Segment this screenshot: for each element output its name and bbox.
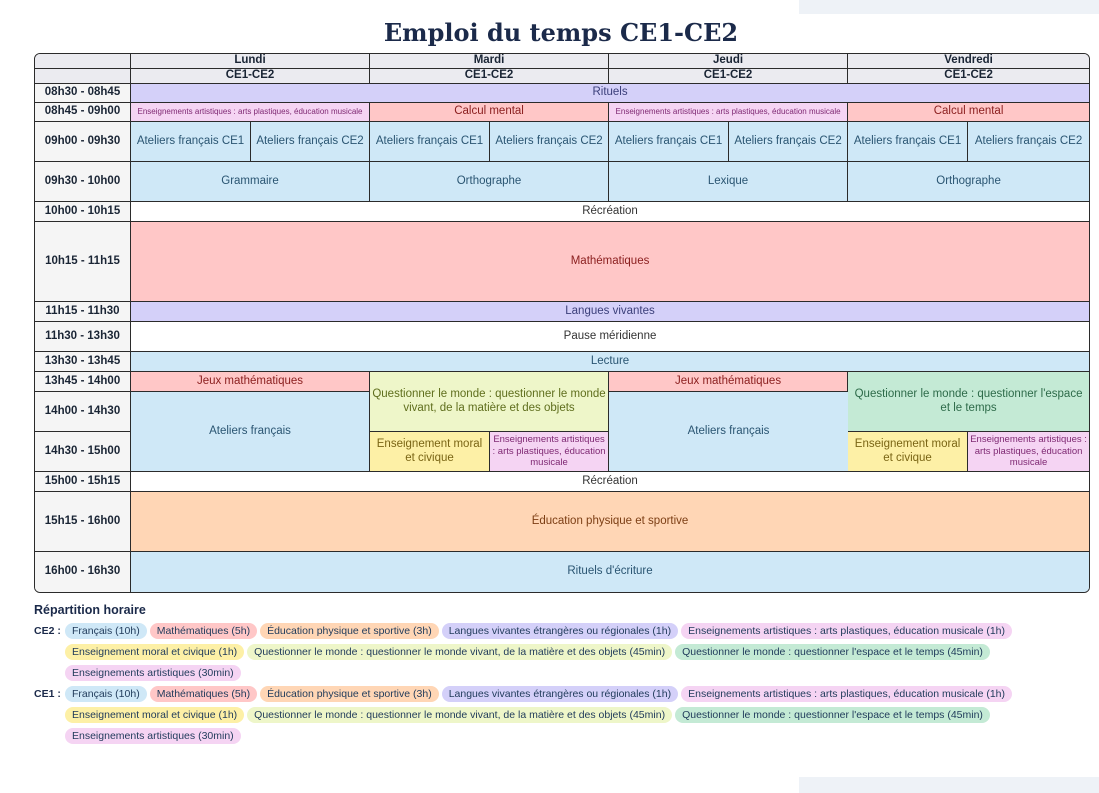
subject-pill: Enseignement moral et civique (1h) — [65, 707, 244, 723]
time-slot: 11h30 - 13h30 — [35, 322, 131, 352]
time-slot: 11h15 - 11h30 — [35, 302, 131, 322]
repartition-ce1-row1 — [34, 686, 1012, 702]
cell-grammaire: Grammaire — [131, 162, 370, 202]
cell-rituels-ecriture: Rituels d'écriture — [131, 552, 1089, 592]
top-right-band — [799, 0, 1099, 14]
time-slot: 09h00 - 09h30 — [35, 122, 131, 162]
repartition-ce2-row2 — [65, 644, 990, 660]
cell-orthographe: Orthographe — [848, 162, 1089, 202]
subject-pill: Enseignements artistiques : arts plastiques, éducation musicale (1h) — [681, 623, 1012, 639]
cell-arts: Enseignements artistiques : arts plastiques, éducation musicale — [968, 432, 1089, 472]
cell-qlm-vivant: Questionner le monde : questionner le monde vivant, de la matière et des objets — [370, 372, 609, 432]
cell-ateliers-ce2: Ateliers français CE2 — [251, 122, 370, 162]
time-slot: 10h00 - 10h15 — [35, 202, 131, 222]
cell-ateliers-ce2: Ateliers français CE2 — [729, 122, 848, 162]
cell-arts: Enseignements artistiques : arts plastiques, éducation musicale — [609, 103, 848, 122]
cell-lexique: Lexique — [609, 162, 848, 202]
cell-ateliers-francais: Ateliers français — [131, 392, 370, 472]
time-slot: 08h30 - 08h45 — [35, 84, 131, 103]
subject-pill: Questionner le monde : questionner le monde vivant, de la matière et des objets (45min) — [247, 707, 672, 723]
cell-ateliers-ce1: Ateliers français CE1 — [609, 122, 729, 162]
subject-pill: Enseignements artistiques (30min) — [65, 728, 241, 744]
time-slot: 08h45 - 09h00 — [35, 103, 131, 122]
subject-pill: Mathématiques (5h) — [150, 686, 257, 702]
repartition-ce1-row2 — [65, 707, 990, 723]
subject-pill: Questionner le monde : questionner le monde vivant, de la matière et des objets (45min) — [247, 644, 672, 660]
time-slot: 09h30 - 10h00 — [35, 162, 131, 202]
repartition-ce1-row3 — [65, 728, 241, 744]
cell-ateliers-ce2: Ateliers français CE2 — [490, 122, 609, 162]
class-header: CE1-CE2 — [609, 69, 848, 84]
cell-pause: Pause méridienne — [131, 322, 1089, 352]
time-slot: 14h00 - 14h30 — [35, 392, 131, 432]
class-header: CE1-CE2 — [370, 69, 609, 84]
cell-emc: Enseignement moral et civique — [848, 432, 968, 472]
time-slot: 15h15 - 16h00 — [35, 492, 131, 552]
cell-langues: Langues vivantes — [131, 302, 1089, 322]
cell-emc: Enseignement moral et civique — [370, 432, 490, 472]
subject-pill: Enseignement moral et civique (1h) — [65, 644, 244, 660]
cell-ateliers-ce1: Ateliers français CE1 — [131, 122, 251, 162]
day-header-mardi: Mardi — [370, 54, 609, 69]
cell-mathematiques: Mathématiques — [131, 222, 1089, 302]
cell-ateliers-ce1: Ateliers français CE1 — [848, 122, 968, 162]
corner-cell — [35, 54, 131, 69]
level-label-ce2: CE2 : — [34, 625, 61, 637]
cell-arts: Enseignements artistiques : arts plastiques, éducation musicale — [490, 432, 609, 472]
cell-arts: Enseignements artistiques : arts plastiques, éducation musicale — [131, 103, 370, 122]
cell-ateliers-francais: Ateliers français — [609, 392, 848, 472]
subject-pill: Enseignements artistiques (30min) — [65, 665, 241, 681]
subject-pill: Langues vivantes étrangères ou régionales (1h) — [442, 623, 678, 639]
day-header-jeudi: Jeudi — [609, 54, 848, 69]
class-header: CE1-CE2 — [131, 69, 370, 84]
cell-recreation: Récréation — [131, 202, 1089, 222]
corner-cell — [35, 69, 131, 84]
level-label-ce1: CE1 : — [34, 688, 61, 700]
subject-pill: Français (10h) — [65, 623, 147, 639]
subject-pill: Mathématiques (5h) — [150, 623, 257, 639]
page-title: Emploi du temps CE1-CE2 — [383, 18, 739, 47]
timetable — [34, 53, 1090, 593]
cell-calcul-mental: Calcul mental — [848, 103, 1089, 122]
cell-eps: Éducation physique et sportive — [131, 492, 1089, 552]
time-slot: 15h00 - 15h15 — [35, 472, 131, 492]
cell-orthographe: Orthographe — [370, 162, 609, 202]
bottom-right-band — [799, 777, 1099, 793]
subject-pill: Français (10h) — [65, 686, 147, 702]
time-slot: 14h30 - 15h00 — [35, 432, 131, 472]
cell-qlm-espace: Questionner le monde : questionner l'espace et le temps — [848, 372, 1089, 432]
subject-pill: Éducation physique et sportive (3h) — [260, 686, 439, 702]
day-header-lundi: Lundi — [131, 54, 370, 69]
cell-lecture: Lecture — [131, 352, 1089, 372]
cell-rituels: Rituels — [131, 84, 1089, 103]
cell-recreation: Récréation — [131, 472, 1089, 492]
subject-pill: Enseignements artistiques : arts plastiques, éducation musicale (1h) — [681, 686, 1012, 702]
cell-calcul-mental: Calcul mental — [370, 103, 609, 122]
time-slot: 10h15 - 11h15 — [35, 222, 131, 302]
cell-ateliers-ce2: Ateliers français CE2 — [968, 122, 1089, 162]
time-slot: 13h45 - 14h00 — [35, 372, 131, 392]
class-header: CE1-CE2 — [848, 69, 1089, 84]
day-header-vendredi: Vendredi — [848, 54, 1089, 69]
repartition-ce2-row3 — [65, 665, 241, 681]
cell-jeux-maths: Jeux mathématiques — [609, 372, 848, 392]
subject-pill: Langues vivantes étrangères ou régionales (1h) — [442, 686, 678, 702]
subject-pill: Questionner le monde : questionner l'espace et le temps (45min) — [675, 644, 990, 660]
repartition-ce2-row1 — [34, 623, 1012, 639]
cell-ateliers-ce1: Ateliers français CE1 — [370, 122, 490, 162]
subject-pill: Éducation physique et sportive (3h) — [260, 623, 439, 639]
subject-pill: Questionner le monde : questionner l'espace et le temps (45min) — [675, 707, 990, 723]
cell-jeux-maths: Jeux mathématiques — [131, 372, 370, 392]
time-slot: 16h00 - 16h30 — [35, 552, 131, 592]
time-slot: 13h30 - 13h45 — [35, 352, 131, 372]
repartition-title: Répartition horaire — [34, 603, 146, 617]
